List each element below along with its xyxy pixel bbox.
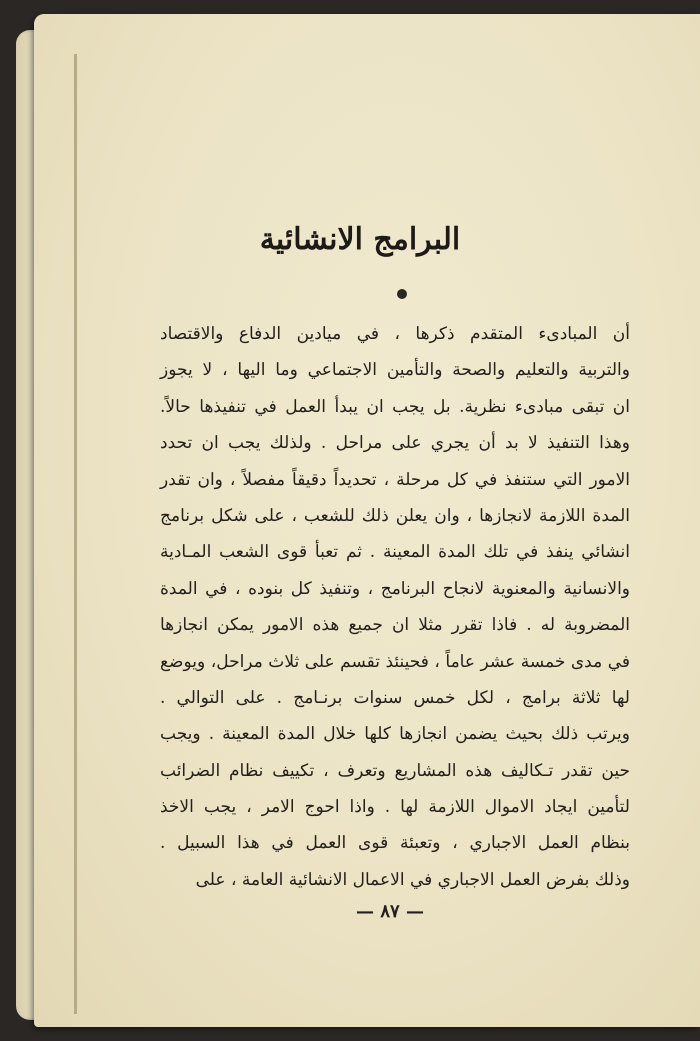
text-line: انشائي ينفذ في تلك المدة المعينة . ثم تعبأ قوى الشعب المـادية	[160, 542, 630, 563]
text-line: ويرتب ذلك بحيث يضمن انجازها كلها خلال المدة المعينة . ويجب	[160, 724, 630, 745]
text-line: المضروبة له . فاذا تقرر مثلا ان جميع هذه الامور يمكن انجازها	[160, 615, 630, 636]
page-fold-line	[74, 54, 77, 1014]
chapter-title: البرامج الانشائية	[259, 222, 461, 257]
text-line: المدة اللازمة لانجازها ، وان يعلن ذلك للشعب ، على شكل برنامج	[160, 505, 630, 526]
text-line: لها ثلاثة برامج ، لكل خمس سنوات برنـامج . على التوالي .	[160, 687, 630, 708]
text-line: ان تبقى مبادىء نظرية. بل يجب ان يبدأ العمل في تنفيذها حالاً.	[160, 396, 630, 417]
text-line: لتأمين ايجاد الاموال اللازمة لها . واذا احوج الامر ، يجب الاخذ	[160, 797, 630, 818]
text-line: في مدى خمسة عشر عاماً ، فحينئذ تقسم على ثلاث مراحل، ويوضع	[160, 651, 630, 672]
text-line: أن المبادىء المتقدم ذكرها ، في ميادين الدفاع والاقتصاد	[160, 324, 630, 344]
text-line: حين تقدر تـكاليف هذه المشاريع وتعرف ، تكييف نظام الضرائب	[160, 760, 630, 781]
text-line: بنظام العمل الاجباري ، وتعبئة قوى العمل في هذا السبيل .	[160, 833, 630, 854]
title-ornament	[397, 289, 407, 299]
body-text	[160, 316, 630, 898]
text-line: الامور التي ستنفذ في كل مرحلة ، تحديداً دقيقاً مفصلاً ، وان تقدر	[160, 469, 630, 490]
page-number: — ٨٧ —	[356, 901, 424, 922]
text-line: وهذا التنفيذ لا بد أن يجري على مراحل . ولذلك يجب ان تحدد	[160, 433, 630, 454]
text-line: والتربية والتعليم والصحة والتأمين الاجتماعي وما اليها ، لا يجوز	[160, 360, 630, 381]
text-line: وذلك بفرض العمل الاجباري في الاعمال الانشائية العامة ، على	[195, 869, 630, 890]
text-line: والانسانية والمعنوية لانجاح البرنامج ، وتنفيذ كل بنوده ، في المدة	[160, 578, 630, 599]
